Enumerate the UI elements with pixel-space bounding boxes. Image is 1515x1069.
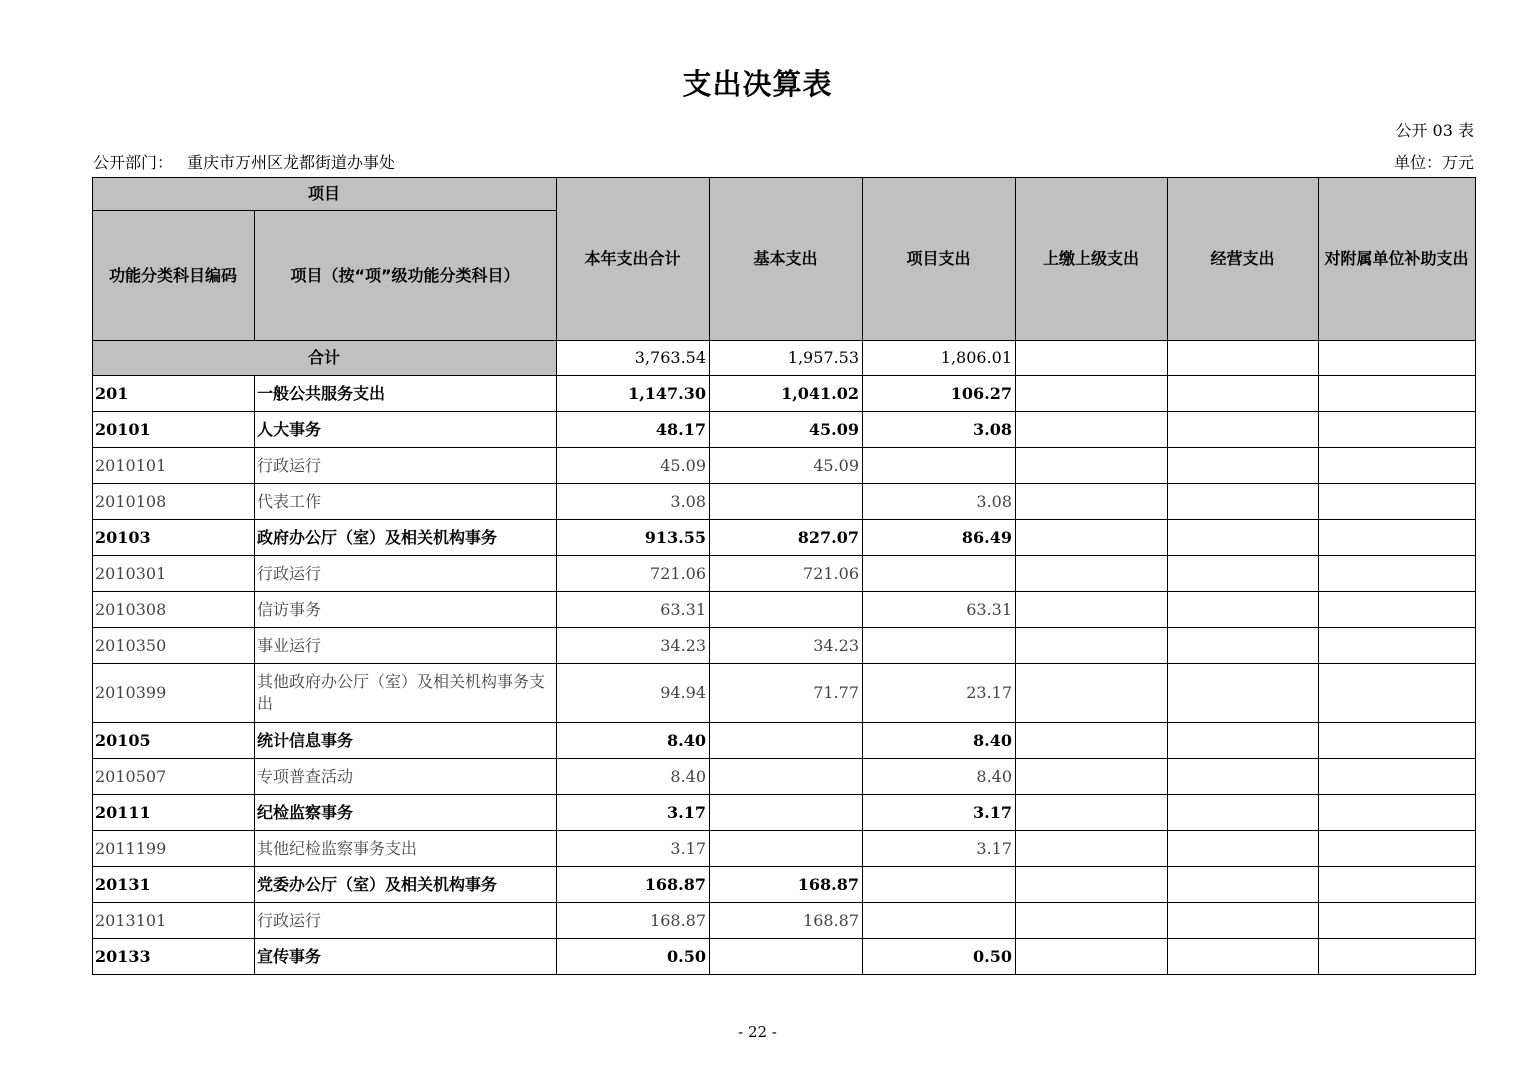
cell-name: 信访事务	[255, 592, 557, 628]
cell-upper	[1016, 484, 1168, 520]
cell-subsidy	[1319, 867, 1476, 903]
cell-name: 统计信息事务	[255, 723, 557, 759]
table-row	[93, 556, 1476, 592]
cell-basic: 1,041.02	[710, 376, 863, 412]
cell-business	[1168, 939, 1319, 975]
cell-business	[1168, 412, 1319, 448]
cell-project	[863, 867, 1016, 903]
cell-total: 0.50	[557, 939, 710, 975]
page-title: 支出决算表	[682, 67, 833, 101]
cell-basic	[710, 939, 863, 975]
cell-total: 94.94	[557, 664, 710, 723]
cell-upper	[1016, 376, 1168, 412]
cell-code: 20133	[93, 939, 255, 975]
cell-name: 宣传事务	[255, 939, 557, 975]
cell-total: 63.31	[557, 592, 710, 628]
cell-total: 913.55	[557, 520, 710, 556]
cell-project	[863, 556, 1016, 592]
header-name: 项目（按“项”级功能分类科目）	[255, 211, 557, 341]
cell-business	[1168, 831, 1319, 867]
cell-total: 48.17	[557, 412, 710, 448]
total-cell-upper	[1016, 341, 1168, 376]
table-row	[93, 376, 1476, 412]
table-row	[93, 723, 1476, 759]
cell-total: 1,147.30	[557, 376, 710, 412]
cell-project	[863, 448, 1016, 484]
cell-upper	[1016, 628, 1168, 664]
cell-project: 86.49	[863, 520, 1016, 556]
cell-subsidy	[1319, 903, 1476, 939]
cell-basic	[710, 759, 863, 795]
cell-basic	[710, 592, 863, 628]
cell-business	[1168, 795, 1319, 831]
table-row	[93, 412, 1476, 448]
cell-subsidy	[1319, 795, 1476, 831]
cell-name: 事业运行	[255, 628, 557, 664]
cell-project: 3.17	[863, 795, 1016, 831]
cell-project: 8.40	[863, 759, 1016, 795]
cell-code: 20111	[93, 795, 255, 831]
cell-subsidy	[1319, 831, 1476, 867]
cell-code: 2010308	[93, 592, 255, 628]
table-row	[93, 664, 1476, 723]
cell-basic: 168.87	[710, 903, 863, 939]
table-row	[93, 795, 1476, 831]
total-cell-project: 1,806.01	[863, 341, 1016, 376]
cell-upper	[1016, 556, 1168, 592]
cell-business	[1168, 556, 1319, 592]
header-code: 功能分类科目编码	[93, 211, 255, 341]
table-row	[93, 903, 1476, 939]
cell-subsidy	[1319, 628, 1476, 664]
header-business: 经营支出	[1168, 178, 1319, 341]
table-row	[93, 628, 1476, 664]
cell-total: 3.17	[557, 795, 710, 831]
total-label: 合计	[93, 341, 557, 376]
cell-code: 2010399	[93, 664, 255, 723]
header-project-group: 项目	[93, 178, 557, 211]
cell-upper	[1016, 520, 1168, 556]
cell-basic: 45.09	[710, 448, 863, 484]
cell-total: 3.17	[557, 831, 710, 867]
cell-total: 34.23	[557, 628, 710, 664]
cell-subsidy	[1319, 664, 1476, 723]
cell-project	[863, 628, 1016, 664]
cell-basic: 168.87	[710, 867, 863, 903]
cell-total: 45.09	[557, 448, 710, 484]
cell-subsidy	[1319, 448, 1476, 484]
cell-code: 201	[93, 376, 255, 412]
cell-name: 专项普查活动	[255, 759, 557, 795]
cell-name: 行政运行	[255, 903, 557, 939]
cell-business	[1168, 448, 1319, 484]
cell-code: 2013101	[93, 903, 255, 939]
cell-upper	[1016, 939, 1168, 975]
cell-total: 3.08	[557, 484, 710, 520]
department-label: 公开部门：	[93, 153, 174, 172]
header-total: 本年支出合计	[557, 178, 710, 341]
header-subsidy: 对附属单位补助支出	[1319, 178, 1476, 341]
cell-name: 其他纪检监察事务支出	[255, 831, 557, 867]
cell-project: 0.50	[863, 939, 1016, 975]
table-row	[93, 759, 1476, 795]
header-upper: 上缴上级支出	[1016, 178, 1168, 341]
department-name: 重庆市万州区龙都街道办事处	[187, 153, 396, 172]
cell-business	[1168, 520, 1319, 556]
cell-project: 106.27	[863, 376, 1016, 412]
cell-total: 168.87	[557, 867, 710, 903]
cell-subsidy	[1319, 939, 1476, 975]
cell-name: 其他政府办公厅（室）及相关机构事务支出	[255, 664, 557, 723]
cell-basic: 34.23	[710, 628, 863, 664]
cell-subsidy	[1319, 592, 1476, 628]
cell-project: 63.31	[863, 592, 1016, 628]
total-cell-subsidy	[1319, 341, 1476, 376]
cell-business	[1168, 867, 1319, 903]
table-row	[93, 867, 1476, 903]
cell-total: 8.40	[557, 759, 710, 795]
cell-upper	[1016, 448, 1168, 484]
cell-upper	[1016, 592, 1168, 628]
cell-basic: 721.06	[710, 556, 863, 592]
cell-code: 2010301	[93, 556, 255, 592]
cell-total: 8.40	[557, 723, 710, 759]
cell-code: 2010108	[93, 484, 255, 520]
table-row	[93, 484, 1476, 520]
total-cell-basic: 1,957.53	[710, 341, 863, 376]
cell-name: 纪检监察事务	[255, 795, 557, 831]
cell-code: 20103	[93, 520, 255, 556]
cell-upper	[1016, 412, 1168, 448]
cell-name: 党委办公厅（室）及相关机构事务	[255, 867, 557, 903]
cell-total: 168.87	[557, 903, 710, 939]
cell-name: 政府办公厅（室）及相关机构事务	[255, 520, 557, 556]
cell-project: 3.17	[863, 831, 1016, 867]
cell-subsidy	[1319, 556, 1476, 592]
cell-basic	[710, 795, 863, 831]
cell-business	[1168, 628, 1319, 664]
table-row	[93, 831, 1476, 867]
table-row	[93, 592, 1476, 628]
cell-basic	[710, 484, 863, 520]
cell-code: 2011199	[93, 831, 255, 867]
table-row	[93, 448, 1476, 484]
header-project: 项目支出	[863, 178, 1016, 341]
total-row	[93, 341, 1476, 376]
cell-subsidy	[1319, 759, 1476, 795]
total-cell-total: 3,763.54	[557, 341, 710, 376]
cell-business	[1168, 759, 1319, 795]
cell-code: 2010350	[93, 628, 255, 664]
cell-project: 3.08	[863, 484, 1016, 520]
cell-basic: 71.77	[710, 664, 863, 723]
cell-business	[1168, 376, 1319, 412]
cell-basic: 827.07	[710, 520, 863, 556]
cell-subsidy	[1319, 520, 1476, 556]
cell-subsidy	[1319, 484, 1476, 520]
cell-name: 行政运行	[255, 556, 557, 592]
header-basic: 基本支出	[710, 178, 863, 341]
cell-business	[1168, 592, 1319, 628]
cell-name: 一般公共服务支出	[255, 376, 557, 412]
cell-upper	[1016, 795, 1168, 831]
cell-upper	[1016, 831, 1168, 867]
cell-code: 2010507	[93, 759, 255, 795]
cell-business	[1168, 664, 1319, 723]
cell-business	[1168, 484, 1319, 520]
unit-label: 单位：万元	[1393, 153, 1474, 172]
cell-business	[1168, 903, 1319, 939]
cell-name: 代表工作	[255, 484, 557, 520]
cell-subsidy	[1319, 412, 1476, 448]
cell-code: 20101	[93, 412, 255, 448]
cell-project: 23.17	[863, 664, 1016, 723]
expenditure-table	[92, 177, 1476, 975]
table-number: 公开 03 表	[1395, 121, 1474, 140]
cell-upper	[1016, 664, 1168, 723]
cell-basic	[710, 723, 863, 759]
cell-total: 721.06	[557, 556, 710, 592]
cell-code: 20131	[93, 867, 255, 903]
cell-basic	[710, 831, 863, 867]
cell-upper	[1016, 867, 1168, 903]
cell-name: 行政运行	[255, 448, 557, 484]
total-cell-business	[1168, 341, 1319, 376]
department-line	[93, 150, 395, 173]
cell-basic: 45.09	[710, 412, 863, 448]
cell-subsidy	[1319, 376, 1476, 412]
page-number: - 22 -	[738, 1023, 777, 1041]
cell-code: 2010101	[93, 448, 255, 484]
cell-project	[863, 903, 1016, 939]
cell-subsidy	[1319, 723, 1476, 759]
cell-upper	[1016, 759, 1168, 795]
cell-upper	[1016, 723, 1168, 759]
cell-upper	[1016, 903, 1168, 939]
cell-project: 8.40	[863, 723, 1016, 759]
table-row	[93, 939, 1476, 975]
cell-code: 20105	[93, 723, 255, 759]
cell-name: 人大事务	[255, 412, 557, 448]
table-row	[93, 520, 1476, 556]
cell-business	[1168, 723, 1319, 759]
cell-project: 3.08	[863, 412, 1016, 448]
